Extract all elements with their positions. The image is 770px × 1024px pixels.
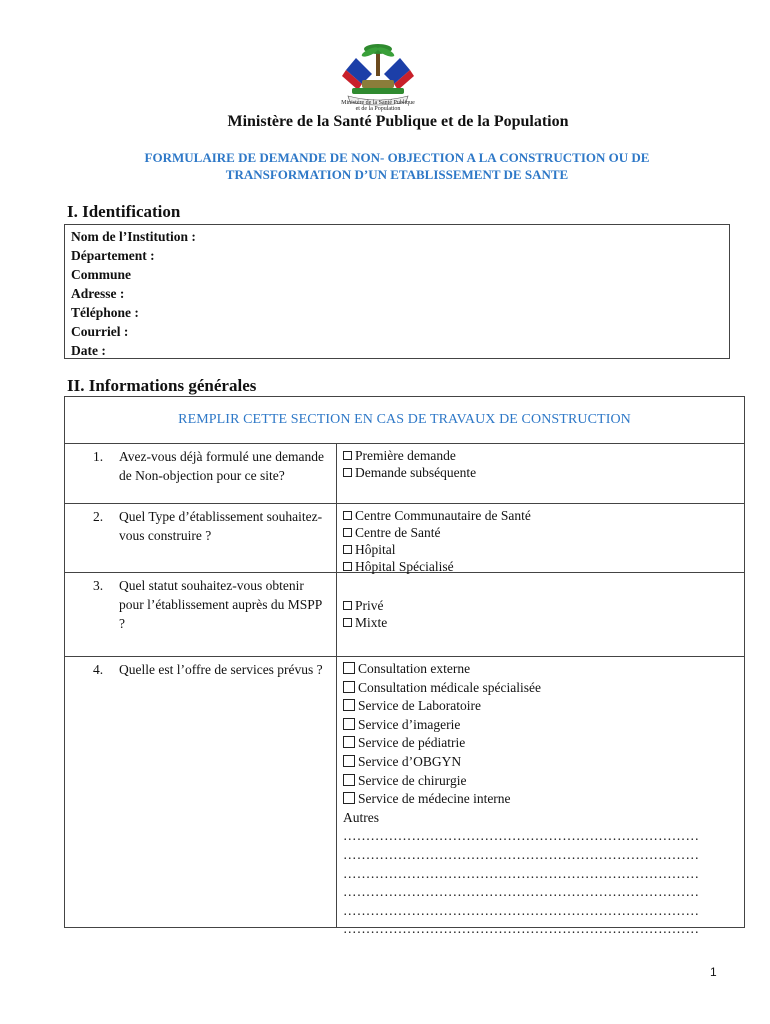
question-text: Quel statut souhaitez-vous obtenir pour l’établissement auprès du MSPP ? [119,578,322,631]
question-number: 1. [93,449,104,464]
option-laboratoire[interactable] [343,697,738,716]
page-number: 1 [710,965,717,979]
section-heading-general: II. Informations générales [67,376,257,395]
option-pediatrie[interactable] [343,734,738,753]
answer-cell [337,657,744,937]
checkbox-icon[interactable] [343,792,355,804]
option-medecine-interne[interactable] [343,790,738,809]
option-label: Demande subséquente [355,465,477,480]
option-label: Service de médecine interne [358,791,511,807]
department-field[interactable]: Département : [71,248,155,263]
question-number: 4. [93,662,104,677]
other-dotted-line[interactable]: …………………………………………………………………… [343,921,700,937]
option-hopital[interactable] [343,541,738,558]
checkbox-icon[interactable] [343,681,355,693]
option-label: Privé [355,598,384,613]
option-chirurgie[interactable] [343,772,738,791]
option-label: Première demande [355,448,456,463]
question-cell [65,657,337,927]
form-title-line-2: TRANSFORMATION D’UN ETABLISSEMENT DE SANTE [225,167,569,182]
option-premiere-demande[interactable] [343,447,738,464]
institution-name-field[interactable]: Nom de l’Institution : [71,229,196,244]
checkbox-icon[interactable] [343,562,352,571]
commune-field[interactable]: Commune [71,267,131,282]
question-number: 3. [93,578,104,593]
general-info-table [64,396,745,937]
checkbox-icon[interactable] [343,468,352,477]
construction-banner: REMPLIR CETTE SECTION EN CAS DE TRAVAUX DE CONSTRUCTION [65,397,744,444]
checkbox-icon[interactable] [343,662,355,674]
option-label: Service de pédiatrie [358,735,466,751]
checkbox-icon[interactable] [343,528,352,537]
checkbox-icon[interactable] [343,755,355,767]
other-dotted-line[interactable]: …………………………………………………………………… [343,902,700,918]
option-label: Service d’OBGYN [358,753,462,769]
other-dotted-line[interactable]: …………………………………………………………………… [343,828,700,844]
checkbox-icon[interactable] [343,601,352,610]
other-dotted-line[interactable]: …………………………………………………………………… [343,846,700,862]
option-label: Service de Laboratoire [358,698,481,714]
option-label: Centre de Santé [355,525,441,540]
option-obgyn[interactable] [343,753,738,772]
option-label: Hôpital [355,542,396,557]
option-centre-de-sante[interactable] [343,524,738,541]
address-field[interactable]: Adresse : [71,286,125,301]
other-dotted-line[interactable]: …………………………………………………………………… [343,865,700,881]
checkbox-icon[interactable] [343,451,352,460]
question-number: 2. [93,509,104,524]
form-title [70,149,724,183]
option-label: Service d’imagerie [358,716,461,732]
checkbox-icon[interactable] [343,618,352,627]
option-consultation-specialisee[interactable] [343,679,738,698]
checkbox-icon[interactable] [343,774,355,786]
option-label: Hôpital Spécialisé [355,559,454,574]
identification-box [64,224,730,359]
answer-cell [337,573,744,656]
question-row-3 [65,573,744,657]
other-dotted-line[interactable]: …………………………………………………………………… [343,884,700,900]
option-label: Service de chirurgie [358,772,467,788]
question-text: Quelle est l’offre de services prévus ? [119,662,323,677]
option-label: Centre Communautaire de Santé [355,508,531,523]
option-label: Mixte [355,615,388,630]
logo-caption [330,100,426,112]
option-consultation-externe[interactable] [343,660,738,679]
question-cell [65,444,337,503]
logo-caption-line-2: et de la Population [355,106,401,112]
question-row-2 [65,504,744,573]
date-field[interactable]: Date : [71,343,106,358]
question-row-4 [65,657,744,937]
question-row-1 [65,444,744,504]
telephone-field[interactable]: Téléphone : [71,305,139,320]
checkbox-icon[interactable] [343,736,355,748]
email-field[interactable]: Courriel : [71,324,129,339]
question-text: Avez-vous déjà formulé une demande de Non-objection pour ce site? [119,449,324,483]
checkbox-icon[interactable] [343,511,352,520]
option-label: Consultation médicale spécialisée [358,679,541,695]
option-demande-subsequente[interactable] [343,464,738,481]
form-title-line-1: FORMULAIRE DE DEMANDE DE NON- OBJECTION A LA CONSTRUCTION OU DE [144,150,650,165]
answer-cell [337,444,744,503]
logo-caption-line-1: Ministère de la Santé Publique [341,100,415,106]
question-text: Quel Type d’établissement souhaitez-vous construire ? [119,509,323,543]
option-imagerie[interactable] [343,716,738,735]
checkbox-icon[interactable] [343,545,352,554]
checkbox-icon[interactable] [343,718,355,730]
question-cell [65,504,337,572]
other-label: Autres [343,809,379,825]
option-mixte[interactable] [343,614,738,631]
section-heading-identification: I. Identification [67,202,181,221]
option-centre-communautaire[interactable] [343,507,738,524]
option-label: Consultation externe [358,661,471,676]
answer-cell [337,504,744,572]
ministry-name: Ministère de la Santé Publique et de la Population [227,113,569,130]
checkbox-icon[interactable] [343,699,355,711]
question-cell [65,573,337,656]
option-prive[interactable] [343,597,738,614]
